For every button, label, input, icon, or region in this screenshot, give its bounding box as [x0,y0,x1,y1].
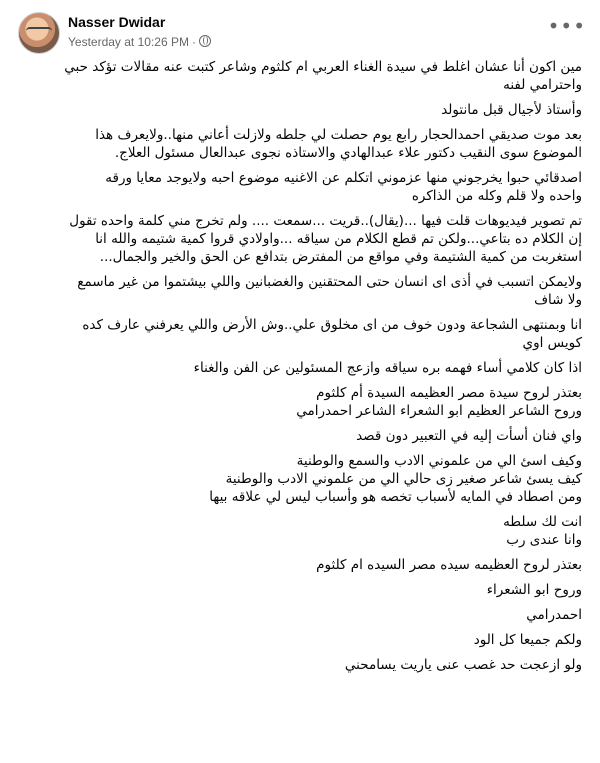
post-paragraph [20,452,582,506]
post-text-line: اصدقائي حبوا يخرجوني منها عزموني اتكلم عن الاغنيه موضوع احبه ولايوجد معايا ورقه [105,170,582,186]
post-paragraph [20,169,582,205]
post-text-line: الموضوع سوى النقيب دكتور علاء عبدالهادي والاستاذه نجوى عبدالعال مسئول العلاج. [114,145,582,161]
post-paragraph [20,606,582,624]
post-paragraph [20,556,582,574]
post-text-line: تم تصوير فيديوهات قلت فيها ...(يقال)..قريت ...سمعت .... ولم تخرج مني كلمة واحده تقول [69,213,582,229]
post-paragraph [20,384,582,420]
post-paragraph [20,316,582,352]
meta-separator: · [191,35,196,49]
post-text-line: ومن اصطاد في المايه لأسباب تخصه هو وأسباب ليس لي علاقه بيها [209,489,582,505]
post-text-line: انا وبمنتهى الشجاعة ودون خوف من اى مخلوق علي..وش الأرض واللي يعرفني عارف كده [82,317,582,333]
post-text-line: مين اكون أنا عشان اغلط في سيدة الغناء العربي ام كلثوم وشاعر كتبت عنه مقالات تؤكد حبي [64,59,582,75]
post-text-line: إن الكلام ده بتاعي...ولكن تم قطع الكلام من سياقه ...واولادي قروا كمية شتيمه والله انا [95,231,582,247]
post-body [20,58,582,681]
post-paragraph [20,212,582,266]
post-paragraph [20,427,582,445]
more-options-icon[interactable]: ••• [547,14,586,38]
post-paragraph [20,273,582,309]
post-paragraph [20,631,582,649]
post-text-line: انت لك سلطه [503,514,582,530]
post-paragraph [20,359,582,377]
post-text-line: اذا كان كلامي أساء فهمه بره سياقه وازعج المسئولين عن الفن والغناء [193,360,582,376]
post-meta [68,35,211,49]
author-name[interactable]: Nasser Dwidar [68,14,166,30]
post-text-line: واي فنان أسأت إليه في التعبير دون قصد [356,428,582,444]
post-paragraph [20,581,582,599]
post-text-line: واحده ولا قلم وكله من الذاكره [411,188,582,204]
post-text-line: ولكم جميعا كل الود [473,632,582,648]
post-text-line: احمدرامي [526,607,582,623]
post-text-line: وكيف اسئ الي من علموني الادب والسمع والوطنية [296,453,582,469]
post-paragraph [20,126,582,162]
post-text-line: كيف يسئ شاعر صغير زى حالي الي من علموني الادب والوطنية [225,471,582,487]
author-avatar[interactable] [18,12,60,54]
post-paragraph [20,513,582,549]
post-header [14,10,590,58]
globe-icon[interactable] [199,35,211,47]
post-text-line: ولايمكن اتسبب في أذى اى انسان حتى المحتقنين والغضبانين واللي بيشتموا من غير ماسمع [77,274,582,290]
post-text-line: استغربت من كمية الشتيمة وفي مواقع من المفترض بتدافع عن الحق والخير والجمال... [99,249,582,265]
post-text-line: بعد موت صديقي احمدالحجار رابع يوم حصلت لي جلطه ولازلت أعاني منها..ولايعرف هذا [95,127,582,143]
post-paragraph [20,656,582,674]
post-text-line: وأستاذ لأجيال قبل مانتولد [441,102,582,118]
post-paragraph [20,101,582,119]
post-text-line: وانا عندى رب [506,532,582,548]
post-paragraph [20,58,582,94]
post-text-line: ولا شاف [534,292,582,308]
post-text-line: واحترامي لفنه [503,77,582,93]
post-text-line: بعتذر لروح سيدة مصر العظيمه السيدة أم كلثوم [316,385,582,401]
post-text-line: ولو ازعجت حد غصب عنى ياريت يسامحني [344,657,582,673]
post-text-line: وروح ابو الشعراء [486,582,582,598]
post-text-line: وروح الشاعر العظيم ابو الشعراء الشاعر احمدرامي [296,403,582,419]
post-text-line: كويس اوي [522,335,582,351]
post-text-line: بعتذر لروح العظيمه سيده مصر السيده ام كلثوم [316,557,582,573]
post-timestamp[interactable]: Yesterday at 10:26 PM [68,35,189,49]
